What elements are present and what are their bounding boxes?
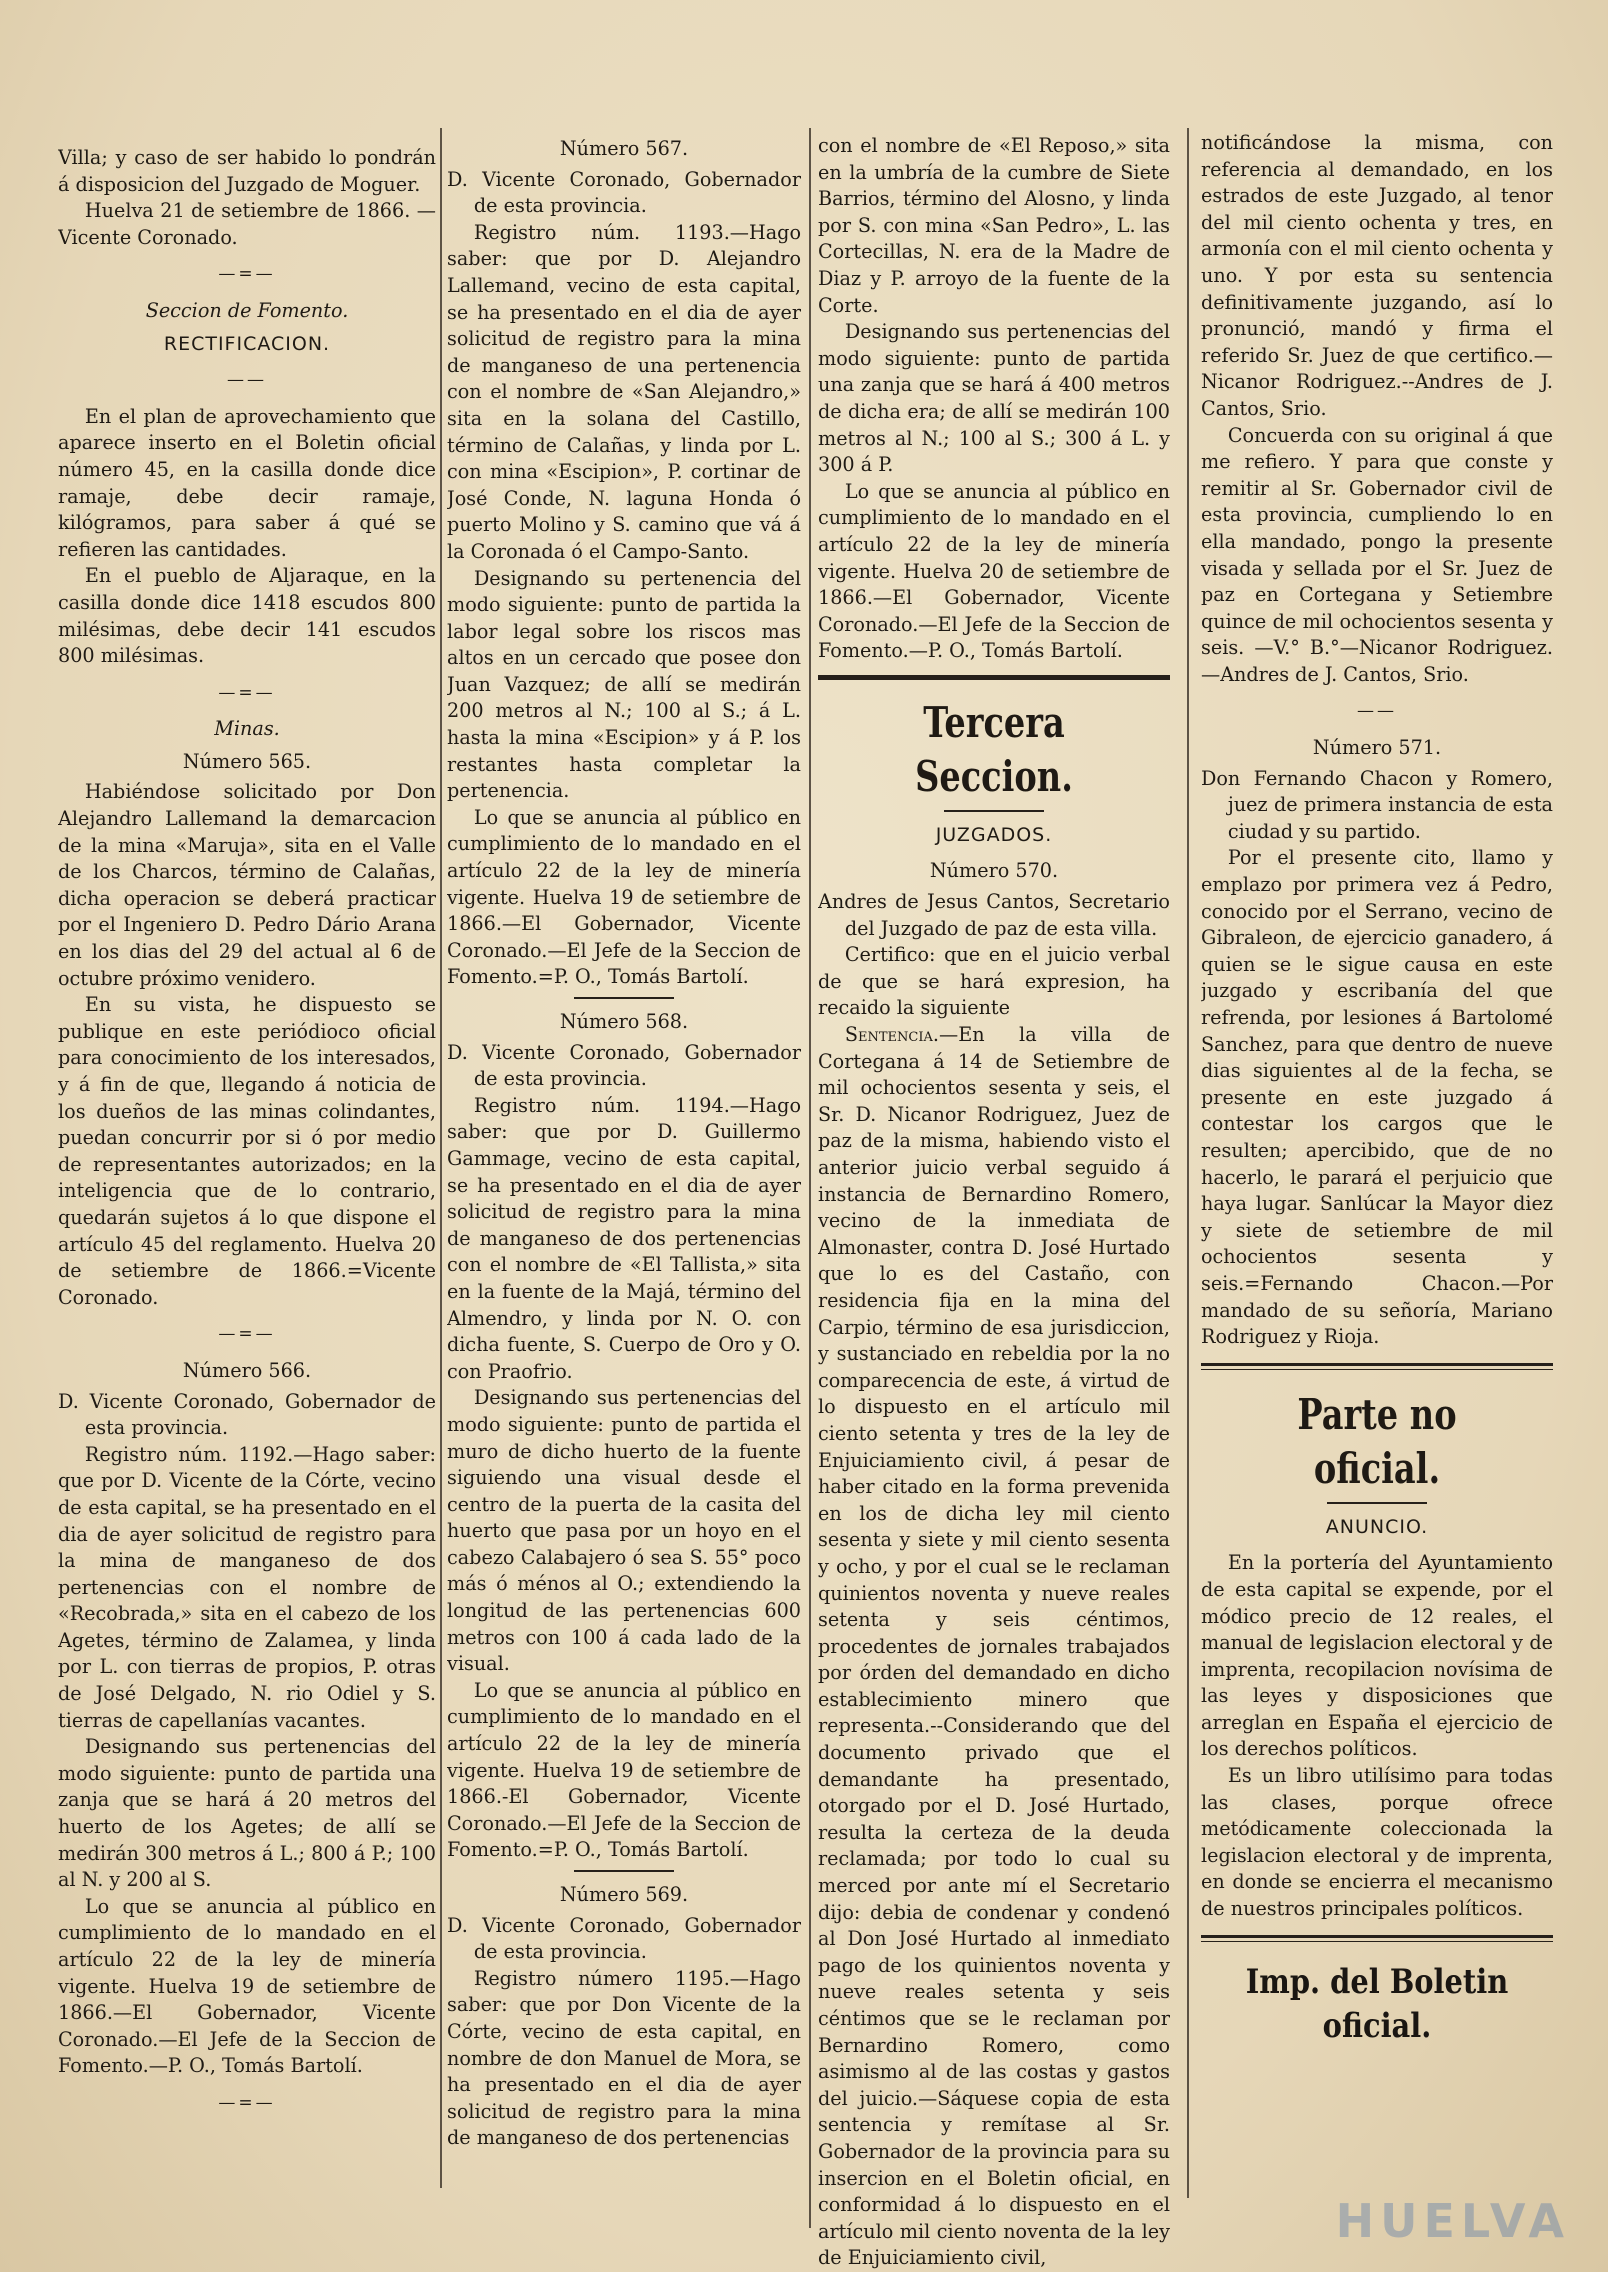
tercera-seccion-title: Tercera Seccion. (915, 697, 1073, 801)
paragraph: Designando sus pertenencias del modo siguiente: punto de partida el muro de dicho huerto de la fuente siguiendo una visual desde el centro de la puerta de la casita del huerto que pasa por un hoyo en el cabezo Calabajero ó sea S. 55° poco más ó ménos al O.; extendiendo la longitud de las pertenencias 600 metros con 100 á cada lado de la visual. (447, 1386, 801, 1676)
notice-number: Número 569. (559, 1883, 689, 1906)
section-header: Minas. (214, 717, 280, 741)
rectification-title: RECTIFICACION. (163, 332, 331, 355)
governor-line: D. Vicente Coronado, Gobernador de esta provincia. (447, 167, 801, 218)
paragraph: Lo que se anuncia al público en cumplimiento de lo mandado en el artículo 22 de la ley de minería vigente. Huelva 19 de setiembre de 1866.—El Gobernador, Vicente Coronado.—El Jefe de la Seccion de Fomento.=P. O., Tomás Bartolí. (447, 805, 801, 989)
paragraph: Habiéndose solicitado por Don Alejandro Lallemand la demarcacion de la mina «Maruja», sita en el Valle de los Charcos, término de Calañas, dicha operacion se deberá practicar por el Ingeniero D. Pedro Dário Arana en los dias del 29 del actual al 6 de octubre próximo venidero. (58, 780, 436, 990)
paragraph: Huelva 21 de setiembre de 1866. —Vicente Coronado. (58, 199, 436, 249)
paragraph: Certifico: que en el juicio verbal de que se hará expresion, ha recaido la siguiente (818, 943, 1170, 1020)
paragraph: En el plan de aprovechamiento que aparece inserto en el Boletin oficial número 45, en la casilla donde dice ramaje, debe decir ramaje, kilógramos, para saber á qué se refieren las cantidades. (58, 404, 436, 561)
separator: —— (227, 370, 267, 391)
paragraph: Designando su pertenencia del modo siguiente: punto de partida la labor legal sobre los riscos mas altos en un cercado que posee don Juan Vazquez; de allí se medirán 200 metros al N.; 100 al S.; á L. hasta la mina «Escipion» y á P. los restantes hasta completar la pertenencia. (447, 566, 801, 803)
paragraph: Por el presente cito, llamo y emplazo por primera vez á Pedro, conocido por el Serrano, vecino de Gibraleon, de ejercicio ganadero, á quien se le sigue causa en este juzgado y escribanía del que refrenda, por lesiones á Bartolomé Sanchez, para que dentro de nueve dias siguientes al de la fecha, se presente en este juzgado á contestar los cargos que le resulten; apercibido, que de no hacerlo, le parará el perjuicio que haya lugar. Sanlúcar la Mayor diez y siete de setiembre de mil ochocientos sesenta y seis.=Fernando Chacon.—Por mandado de su señoría, Mariano Rodriguez y Rioja. (1201, 846, 1553, 1349)
notice-number: Número 566. (182, 1358, 312, 1382)
notice-number: Número 570. (929, 859, 1059, 883)
paragraph: Designando sus pertenencias del modo siguiente: punto de partida una zanja que se hará á 20 metros del huerto de los Agetes; de allí se medirán 300 metros á L.; 800 á P.; 100 al N. y 200 al S. (58, 1735, 436, 1892)
separator: —=— (218, 682, 276, 703)
column-rule-3 (1187, 128, 1189, 2198)
parte-no-oficial-title: Parte no oficial. (1297, 1389, 1457, 1493)
paragraph: Registro número 1195.—Hago saber: que por Don Vicente de la Córte, vecino de esta capital, en nombre de don Manuel de Mora, se ha presentado en el dia de ayer solicitud de registro para la mina de manganeso de dos pertenencias (447, 1966, 801, 2150)
paragraph: En el pueblo de Aljaraque, en la casilla donde dice 1418 escudos 800 milésimas, debe decir 141 escudos 800 milésimas. (58, 564, 436, 668)
section-divider (1201, 1935, 1553, 1942)
notice-number: Número 571. (1312, 736, 1442, 760)
paragraph: Lo que se anuncia al público en cumplimiento de lo mandado en el artículo 22 de la ley de minería vigente. Huelva 19 de setiembre de 1866.-El Gobernador, Vicente Coronado.—El Jefe de la Seccion de Fomento.=P. O., Tomás Bartolí. (447, 1678, 801, 1862)
governor-line: D. Vicente Coronado, Gobernador de esta provincia. (447, 1040, 801, 1091)
paragraph: Villa; y caso de ser habido lo pondrán á disposicion del Juzgado de Moguer. (58, 146, 436, 196)
divider (1327, 1502, 1427, 1504)
paragraph: Designando sus pertenencias del modo siguiente: punto de partida una zanja que se hará á 400 metros de dicha era; de allí se medirán 100 metros al N.; 100 al S.; 300 á L. y 300 á P. (818, 320, 1170, 477)
governor-line: D. Vicente Coronado, Gobernador de esta provincia. (58, 1389, 436, 1440)
sentencia-label: Sentencia. (844, 1023, 939, 1047)
section-divider (1201, 1363, 1553, 1370)
huelva-watermark: HUELVA (1335, 2194, 1570, 2248)
column-3 (818, 133, 1170, 2272)
paragraph: Concuerda con su original á que me refiero. Y para que conste y remitir al Sr. Gobernador civil de esta provincia, cumpliendo lo en ella mandado, pongo la presente visada y sellada por el Sr. Juez de paz en Cortegana y Setiembre quince de mil ochocientos sesenta y seis. —V.° B.°—Nicanor Rodriguez.—Andres de J. Cantos, Srio. (1201, 423, 1553, 686)
paragraph: con el nombre de «El Reposo,» sita en la umbría de la cumbre de Siete Barrios, término del Alosno, y linda por S. con mina «San Pedro», L. las Cortecillas, N. era de la Madre de Diaz y P. arroyo de la fuente de la Corte. (818, 134, 1170, 317)
column-rule-2 (809, 128, 811, 2228)
divider (574, 1870, 674, 1872)
governor-line: D. Vicente Coronado, Gobernador de esta provincia. (447, 1913, 801, 1964)
paragraph: notificándose la misma, con referencia al demandado, en los estrados de este Juzgado, al tenor del mil ciento ochenta y tres, en armonía con el mil ciento ochenta y uno. Y por esta su sentencia definitivamente juzgando, así lo pronunció, mandó y firma el referido Sr. Juez de que certifico.—Nicanor Rodriguez.--Andres de J. Cantos, Srio. (1201, 131, 1553, 420)
secretary-line: Andres de Jesus Cantos, Secretario del Juzgado de paz de esta villa. (818, 890, 1170, 940)
imprint-line: Imp. del Boletin oficial. (1245, 1961, 1509, 2046)
notice-number: Número 565. (182, 749, 312, 773)
section-header: Seccion de Fomento. (145, 298, 349, 322)
notice-number: Número 567. (559, 137, 689, 160)
section-divider (818, 675, 1170, 680)
paragraph: En la portería del Ayuntamiento de esta capital se expende, por el módico precio de 12 reales, el manual de legislacion electoral y de imprenta, recopilacion novísima de las leyes y disposiciones que arreglan en España el ejercicio de los derechos políticos. (1201, 1551, 1553, 1761)
notice-number: Número 568. (559, 1010, 689, 1033)
anuncio-heading: ANUNCIO. (1325, 1515, 1429, 1538)
column-4 (1201, 130, 1553, 2048)
judge-line: Don Fernando Chacon y Romero, juez de primera instancia de esta ciudad y su partido. (1201, 766, 1553, 843)
column-1 (58, 145, 436, 2127)
column-rule-1 (440, 128, 442, 2188)
separator: —=— (218, 264, 276, 285)
paragraph: Lo que se anuncia al público en cumplimiento de lo mandado en el artículo 22 de la ley de minería vigente. Huelva 19 de setiembre de 1866.—El Gobernador, Vicente Coronado.—El Jefe de la Seccion de Fomento.—P. O., Tomás Bartolí. (58, 1894, 436, 2078)
paragraph: Registro núm. 1193.—Hago saber: que por D. Alejandro Lallemand, vecino de esta capital, se ha presentado en el dia de ayer solicitud de registro para la mina de manganeso de una pertenencia con el nombre de «San Alejandro,» sita en la solana del Castillo, término de Calañas, y linda por L. con mina «Escipion», P. cortinar de José Conde, N. laguna Honda ó puerto Molino y S. camino que vá á la Coronada ó el Campo-Santo. (447, 220, 801, 563)
divider (574, 997, 674, 999)
paragraph: Registro núm. 1194.—Hago saber: que por D. Guillermo Gammage, vecino de esta capital, se ha presentado en el dia de ayer solicitud de registro para la mina de manganeso de dos pertenencias con el nombre de «El Tallista,» sita en la fuente de la Majá, término del Almendro, y linda por N. O. con dicha fuente, S. Cuerpo de Oro y O. con Praofrio. (447, 1093, 801, 1383)
paragraph: Lo que se anuncia al público en cumplimiento de lo mandado en el artículo 22 de la ley de minería vigente. Huelva 20 de setiembre de 1866.—El Gobernador, Vicente Coronado.—El Jefe de la Seccion de Fomento.—P. O., Tomás Bartolí. (818, 479, 1170, 663)
sentencia-text: —En la villa de Cortegana á 14 de Setiembre de mil ochocientos sesenta y seis, el Sr. D. Nicanor Rodriguez, Juez de paz de la misma, habiendo visto el anterior juicio verbal seguido á instancia de Bernardino Romero, vecino de la inmediata de Almonaster, contra D. José Hurtado que lo es del Castaño, con residencia fija en la mina del Carpio, término de esa jurisdiccion, y sustanciado en rebeldia por la no comparecencia de este, á virtud de lo dispuesto en el artículo mil ciento setenta y tres de la ley de Enjuiciamiento civil, á pesar de haber citado en la forma prevenida en los de dicha ley mil ciento sesenta y siete y mil ciento sesenta y ocho, y por el cual se le reclaman quinientos noventa y nueve reales setenta y seis céntimos, procedentes de jornales trabajados por órden del demandado en dicho establecimiento minero que representa.--Considerando que del documento privado que el demandante ha presentado, otorgado por el D. José Hurtado, resulta la certeza de la deuda reclamada; por todo lo cual su merced por ante mí el Secretario dijo: debia de condenar y condenó al Don José Hurtado al inmediato pago de los quinientos noventa y nueve reales setenta y seis céntimos que se le reclaman por Bernardino Romero, como asimismo al de las costas y gastos del juicio.—Sáquese copia de esta sentencia y remítase al Sr. Gobernador de la provincia para su insercion en el Boletin oficial, en conformidad á lo dispuesto en el artículo mil ciento noventa de la ley de Enjuiciamiento civil, (818, 1023, 1170, 2270)
paragraph: Registro núm. 1192.—Hago saber: que por D. Vicente de la Córte, vecino de esta capital, se ha presentado en el dia de ayer solicitud de registro para la mina de manganeso de dos pertenencias con el nombre de «Recobrada,» sita en el cabezo de los Agetes, término de Zalamea, y linda por L. con tierras de propios, P. otras de José Delgado, N. rio Odiel y S. tierras de capellanías vacantes. (58, 1442, 436, 1732)
divider (944, 810, 1044, 812)
column-2 (447, 130, 801, 2152)
separator: —=— (218, 2092, 276, 2113)
separator: —— (1357, 701, 1397, 722)
juzgados-heading: JUZGADOS. (935, 823, 1053, 846)
paragraph: Es un libro utilísimo para todas las clases, porque ofrece metódicamente coleccionada la legislacion electoral y de imprenta, en donde se encierra el mecanismo de nuestros principales políticos. (1201, 1764, 1553, 1921)
paragraph: En su vista, he dispuesto se publique en este periódioco oficial para conocimiento de los interesados, y á fin de que, llegando á noticia de los dueños de las minas colindantes, puedan concurrir por si ó por medio de representantes autorizados; en la inteligencia que de lo contrario, quedarán sujetos á lo que dispone el artículo 45 del reglamento. Huelva 20 de setiembre de 1866.=Vicente Coronado. (58, 993, 436, 1309)
separator: —=— (218, 1324, 276, 1345)
paragraph (818, 1022, 1170, 2272)
